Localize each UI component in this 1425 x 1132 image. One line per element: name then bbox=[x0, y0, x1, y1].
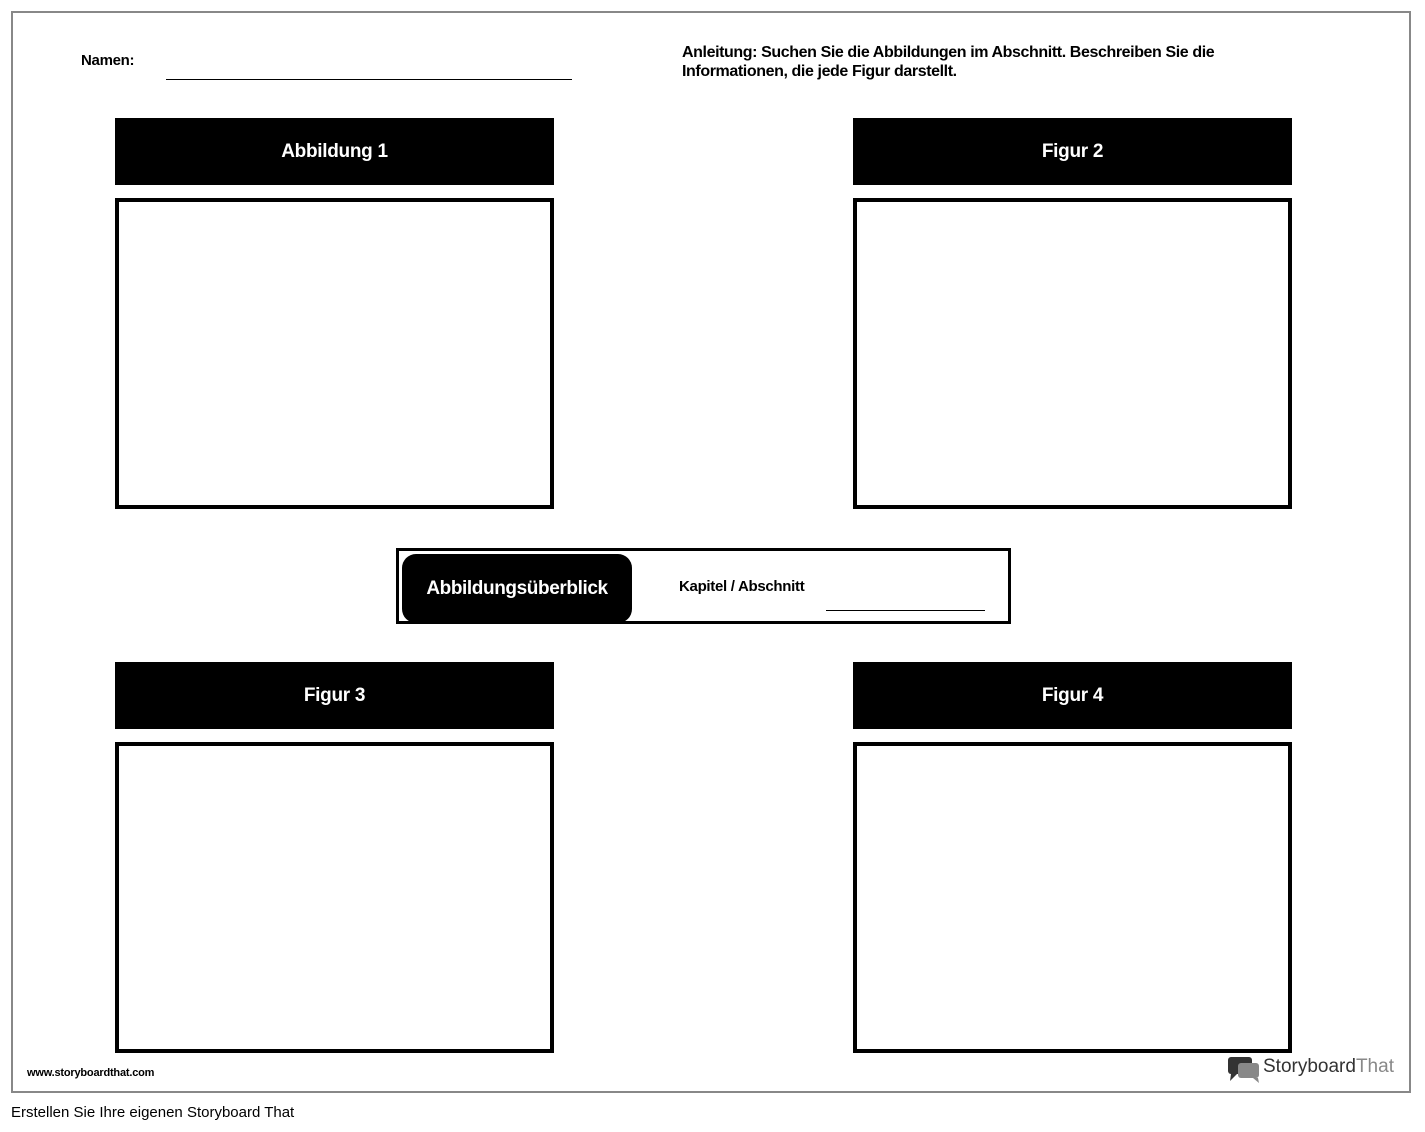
panel-4-title: Figur 4 bbox=[1041, 684, 1104, 706]
logo-word-storyboard: Storyboard bbox=[1263, 1056, 1356, 1077]
footer-text: Erstellen Sie Ihre eigenen Storyboard That bbox=[11, 1104, 295, 1121]
panel-3-title: Figur 3 bbox=[303, 684, 366, 706]
website-url: www.storyboardthat.com bbox=[27, 1067, 155, 1079]
chapter-label: Kapitel / Abschnitt bbox=[679, 578, 805, 595]
panel-4-box bbox=[853, 742, 1292, 1053]
name-label: Namen: bbox=[81, 52, 135, 69]
panel-3-header bbox=[115, 662, 554, 729]
instructions-text: Anleitung: Suchen Sie die Abbildungen im Abschnitt. Beschreiben Sie die Informationen, die jede Figur darstellt. bbox=[682, 44, 1215, 80]
chapter-line bbox=[826, 610, 985, 611]
storyboardthat-logo bbox=[1227, 1055, 1397, 1083]
name-line bbox=[166, 79, 572, 80]
panel-2-header bbox=[853, 118, 1292, 185]
panel-1-title: Abbildung 1 bbox=[281, 140, 388, 162]
panel-2-title: Figur 2 bbox=[1041, 140, 1104, 162]
speech-bubbles-icon bbox=[1227, 1055, 1261, 1083]
summary-title: Abbildungsüberblick bbox=[402, 554, 632, 623]
panel-3-box bbox=[115, 742, 554, 1053]
logo-word-that: That bbox=[1355, 1056, 1394, 1077]
panel-2-box bbox=[853, 198, 1292, 509]
panel-1-header bbox=[115, 118, 554, 185]
panel-4-header bbox=[853, 662, 1292, 729]
panel-1-box bbox=[115, 198, 554, 509]
summary-bar bbox=[396, 548, 1011, 624]
